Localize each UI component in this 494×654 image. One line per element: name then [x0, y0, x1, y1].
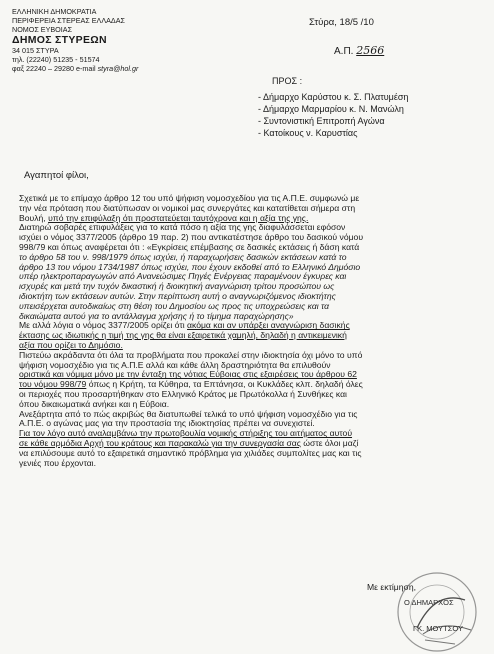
- paragraph-2: [19, 351, 489, 410]
- fax-text: φαξ 22240 – 29280 e-mail: [12, 64, 96, 73]
- underlined-line: αξία που ορίζει το Δημόσιο.: [19, 339, 123, 350]
- text-span: Βουλή,: [19, 212, 49, 223]
- quote-line: ισχυρές και μετά την τυχόν δικαστική ή διοικητική αναγνώριση τρίτου προσώπου ως: [19, 281, 335, 292]
- recipient-item: - Κατοίκους ν. Καρυστίας: [258, 128, 358, 138]
- closing: Με εκτίμηση,: [367, 582, 417, 592]
- text-line: Ανεξάρτητα από το πώς ακριβώς θα διατυπωθεί τελικά το υπό ψήφιση νομοσχέδιο για τις: [19, 408, 358, 419]
- letterhead: [12, 7, 138, 73]
- paragraph-3: [19, 410, 489, 430]
- text-line: Πιστεύω ακράδαντα ότι όλα τα προβλήματα που προκαλεί στην ιδιοκτησία όχι μόνο το υπό: [19, 349, 363, 360]
- country-line: ΕΛΛΗΝΙΚΗ ΔΗΜΟΚΡΑΤΙΑ: [12, 7, 97, 16]
- text-line: ισχύει ο νόμος 3377/2005 (άρθρο 19 παρ. 2) που αντικατέστησε άρθρο του δασικού νόμου: [19, 232, 364, 243]
- protocol-label: Α.Π.: [334, 46, 354, 57]
- place-date: Στύρα, 18/5 /10: [309, 17, 374, 28]
- signature-title: Ο ΔΗΜΑΡΧΟΣ: [404, 598, 454, 607]
- text-line: την νέα πρόταση που διατύπωσαν οι νομικοί μας συνεργάτες και κατατίθεται σήμερα στη: [19, 202, 356, 213]
- text-line: [19, 379, 363, 389]
- text-line: 998/79 και όπως αναφέρεται ότι : «Εγκρίσεις επέμβασης σε δασικές εκτάσεις ή δάση κατά: [19, 241, 360, 252]
- text-line: ψήφιση νομοσχέδιο για τις Α.Π.Ε αλλά και κάθε άλλη δραστηριότητα θα επιλυθούν: [19, 359, 331, 370]
- text-line: γενιές που έρχονται.: [19, 457, 96, 468]
- underlined-text: ακόμα και αν υπάρξει αναγνώριση δασικής: [187, 320, 350, 331]
- text-span: Με αλλά λόγια ο νόμος 3377/2005 ορίζει ότι: [19, 320, 188, 331]
- phone-line: τηλ. (22240) 51235 - 51574: [12, 55, 100, 64]
- text-line: όπου δικαιωματικά ανήκει και η Εύβοια.: [19, 398, 170, 409]
- region-line: ΠΕΡΙΦΕΡΕΙΑ ΣΤΕΡΕΑΣ ΕΛΛΑΔΑΣ: [12, 16, 125, 25]
- text-line: Διατηρώ σοβαρές επιφυλάξεις για το κατά πόσο η αξία της γης διαφυλάσσεται εφόσον: [19, 222, 346, 233]
- text-line: [19, 438, 358, 448]
- text-line: Σχετικά με το επίμαχο άρθρο 12 του υπό ψήφιση νομοσχεδίου για τις Α.Π.Ε. συμφωνώ με: [19, 193, 360, 203]
- underlined-text: υπό την επιφύλαξη ότι προστατεύεται ταυτόχρονα και η αξία της γης.: [48, 212, 309, 223]
- protocol-value: 2566: [356, 44, 385, 57]
- postcode-line: 34 015 ΣΤΥΡΑ: [12, 46, 59, 55]
- underlined-line: έκτασης ως ιδιωτικής η τιμή της γης θα είναι εξαιρετικά χαμηλή, δηλαδή η αντικειμενική: [19, 330, 347, 341]
- quote-line: υπέρ ηλεκτροπαραγωγών από Ανανεώσιμες Πηγές Ενέργειας παραμένουν έγκυρες και: [19, 271, 347, 282]
- quote-line: ιδιοκτήτη των εκτάσεων αυτών. Στην περίπτωση αυτή ο αναγνωριζόμενος ιδιοκτήτης: [19, 290, 336, 301]
- text-span: ώστε όλοι μαζί: [300, 437, 359, 448]
- protocol-number: [334, 44, 384, 57]
- email-text: styra@hol.gr: [97, 64, 139, 73]
- recipients-label: ΠΡΟΣ :: [272, 76, 303, 86]
- official-stamp: [395, 570, 479, 654]
- paragraph-1: [19, 194, 489, 351]
- text-span: όπως η Κρήτη, τα Κύθηρα, τα Επτάνησα, οι Κυκλάδες κλπ. δηλαδή όλες: [86, 379, 363, 390]
- underlined-line: οριστικά και νόμιμα μόνο με την ένταξη της νότιας Εύβοιας στις εξαιρέσεις του άρθρου 62: [19, 369, 357, 380]
- quote-line: το άρθρο 58 του ν. 998/1979 όπως ισχύει, ή παραχωρήσεις δασικών εκτάσεων κατά το: [19, 251, 347, 262]
- municipality-line: ΔΗΜΟΣ ΣΤΥΡΕΩΝ: [12, 34, 107, 46]
- quote-line: άρθρο 13 του νόμου 1734/1987 όπως ισχύει, που έχουν εκδοθεί από το Ελληνικό Δημόσιο: [19, 261, 361, 272]
- signature-name: ΓΚ. ΜΟΥΤΣΟΥ: [413, 624, 463, 633]
- text-line: να επιλύσουμε αυτό το εξαιρετικά σημαντικό πρόβλημα για χιλιάδες συμπολίτες μας και τις: [19, 447, 362, 458]
- greeting: Αγαπητοί φίλοι,: [24, 170, 89, 181]
- underlined-text: σε κάθε αρμόδια Αρχή του κράτους και παρακαλώ για την συνεργασία σας: [19, 437, 301, 448]
- recipient-item: - Συντονιστική Επιτροπή Αγώνα: [258, 116, 385, 126]
- recipient-item: - Δήμαρχο Μαρμαρίου κ. Ν. Μανώλη: [258, 104, 404, 114]
- text-line: [19, 213, 308, 223]
- prefecture-line: ΝΟΜΟΣ ΕΥΒΟΙΑΣ: [12, 25, 73, 34]
- text-line: [19, 320, 350, 330]
- recipient-item: - Δήμαρχο Καρύστου κ. Σ. Πλατυμέση: [258, 92, 409, 102]
- text-line: Α.Π.Ε. ο αγώνας μας για την προστασία της ιδιοκτησίας πρέπει να συνεχιστεί.: [19, 418, 315, 429]
- underlined-line: Για τον λόγο αυτό αναλαμβάνω την πρωτοβουλία νομικής στήριξης του αιτήματος αυτού: [19, 428, 353, 439]
- underlined-text: του νόμου 998/79: [19, 379, 87, 390]
- text-line: οι περιοχές που προσαρτήθηκαν στο Ελληνικό Κράτος με Πρωτόκολλα ή Συνθήκες και: [19, 388, 347, 399]
- fax-email-line: [12, 64, 138, 73]
- recipients-list: [258, 91, 408, 139]
- quote-line: δικαιώματα αυτού για το αντάλλαγμα χρήσης ή το τίμημα παραχώρησης»: [19, 310, 294, 321]
- letter-body: [19, 194, 489, 468]
- paragraph-4: [19, 429, 489, 468]
- quote-line: υπεισέρχεται αυτοδικαίως στη θέση του Δημοσίου ως προς τις υποχρεώσεις και τα: [19, 300, 330, 311]
